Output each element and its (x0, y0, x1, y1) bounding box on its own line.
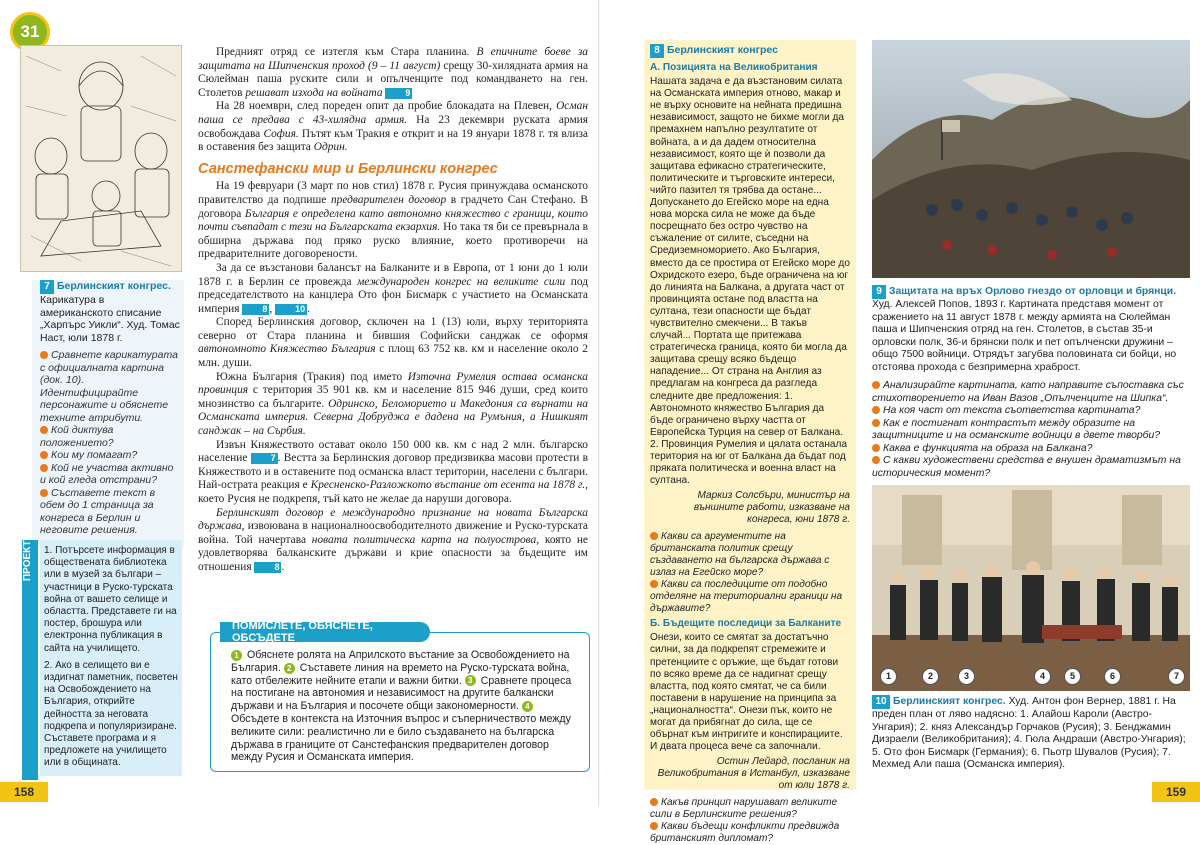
paragraph (198, 100, 588, 154)
document-8 (644, 40, 856, 844)
congress-painting (872, 485, 1190, 691)
caption-10 (872, 695, 1190, 772)
question: Кой не участва активно и кой гледа отстрани? (40, 461, 174, 486)
caption-number: 10 (872, 695, 890, 709)
text-run-italic: решават изхода на войната (245, 86, 383, 99)
text-run: За да се възстанови балансът на Балканите и в Европа, от 1 юни до 1 юли 1878 г. в Берлин се провежда (198, 261, 588, 288)
text-run: На 28 ноември, след пореден опит да пробие блокадата на Плевен, (216, 100, 552, 113)
document-title: Берлинският конгрес (667, 44, 778, 56)
task-text: Сравнете процеса на постигане на автономия и независимост на другите балкански държави и на България и посочете общи закономерности. (231, 674, 572, 713)
cartoon-drawing (21, 46, 181, 271)
figure-ref[interactable]: 8 (254, 562, 281, 573)
caption-9 (872, 285, 1190, 480)
question: Каква е функцията на образа на Балкана? (883, 442, 1093, 454)
text-run-italic: Източна Румелия остава османска провинция (198, 370, 588, 397)
question: Кой диктува положението? (40, 424, 114, 449)
marker: 4 (1034, 668, 1051, 685)
text-run: Южна България (Тракия) под името (216, 370, 403, 383)
text-run: в градчето Сан Стефано. В договора (198, 193, 589, 220)
text-run-italic: автономното Княжество България (198, 343, 376, 356)
text-run-italic: Одринско, Беломорието и Македония са върнати на Османската империя. Северна Добруджа е дадена на Румъния, а Нишкият санджак – на Сърбия. (198, 397, 588, 438)
text-run: Според Берлинския договор, сключен на 1 (13) юли, върху територията северно от Стара планина и бившия Софийски санджак се оформя (198, 316, 588, 342)
text-run: Пътят към Тракия е открит и на 19 януари 1878 г. тя влиза в оставения без защита (198, 127, 588, 154)
question-bullet-icon (872, 381, 880, 389)
document-text-a: Нашата задача е да възстановим силата на Османската империя отново, макар и не върху основите на нейната предишна независимост, защото не бихме могли да премахнем напълно резултатите от войната, а и да дадем относителна независимост, която ще ѝ позволи да защитава ефикасно стратегическите, политическите и търговските интереси, чийто пазител тя трябва да остане... Допускането до Егейско море на една нова морска сила не може да бъде посрещнато без остро чувство на съжаление от силите, съседни на Средиземноморието. Ако България, вместо да се простира от Егейско море до Охридското езеро, бъде ограничена на юг до линията на Балкана, а другата част от провинцията остане под властта на султана, тези опасности ще бъдат чувствително смекчени... В такъв случай... Портата ще притежава стратегическа граница, която би могла да защитава срещу всяко бъдещо нападение... От страна на Англия аз предлагам на конгреса да разгледа следните две предложения: 1. Автономното княжество България да бъде ограничено върху частта от Европейска Турция на север от Балкана. 2. Провинция Румелия и цялата останала територия на юг от Балкана да бъдат под пряката политическа и военна власт на султана. (650, 76, 850, 487)
caption-title: Берлинският конгрес. (57, 280, 171, 292)
question: Съставете текст в обем до 1 страница за конгреса в Берлин и неговите решения. (40, 486, 156, 536)
question: Какви са аргументите на британската политик срещу създаването на българска държава с излаз на Егейско море? (650, 530, 830, 578)
question: На коя част от текста съответства картината? (883, 405, 1141, 416)
figure-ref[interactable]: 9 (385, 88, 412, 99)
question-bullet-icon (872, 406, 880, 414)
document-signature-b: Остин Лейард, посланик на Великобритания в Истанбул, изказване от юли 1878 г. (657, 756, 850, 792)
text-run-italic: Осман паша се предава с 43-хилядна армия. (198, 100, 588, 126)
text-run-italic: В епичните боеве за защитата на Шипченския проход (9 – 11 август) (198, 46, 588, 72)
left-sidebar (0, 0, 188, 807)
document-text-b: Онези, които се смятат за достатъчно силни, за да подкрепят стремежите и претенциите с оръжие, ще бъдат готови по всяко време да се надигнат срещу властта, под която смятат, че са били поставени в нарушение на принципа за „националността“. Онези пък, които не могат да прибягнат до сила, ще се обърнат към интригите и конспирациите. И двата процеса вече са започнали. (650, 632, 843, 753)
marker: 1 (880, 668, 897, 685)
document-heading (650, 44, 850, 58)
project-item: 1. Потърсете информация в обществената библиотека или в музей за българи – участници в Руско-турската война от вашето селище и областта. Представете ги на постер, брошура или електронна публикация в сайта на училището. (44, 545, 177, 654)
text-run-italic: Кресненско-Разложкото въстание от есента на 1878 г., (310, 479, 588, 492)
page-number: 158 (0, 782, 48, 802)
think-box (210, 622, 590, 777)
paragraph: Извън Княжеството остават около 150 000 кв. км с над 2 млн. българско население 7 . Вестта за Берлинския договор предизвиква масови протести в Княжеството и в оставените под османска власт територии, населени с българи. Най-острата реакция е Кресненско-Разложкото въстание от есента на 1878 г., което Русия не подкрепя, тъй като не желае да наруши договора. (198, 438, 588, 505)
question-bullet-icon (872, 419, 880, 427)
text-run-italic: Одрин. (313, 141, 348, 154)
text-run: което Русия не подкрепя, тъй като не желае да наруши договора. (198, 493, 512, 505)
subheading-b: Б. Бъдещите последици за Балканите (650, 618, 842, 630)
caption-title: Защитата на връх Орлово гнездо от орловци и брянци. (889, 286, 1177, 297)
subheading-a: А. Позицията на Великобритания (650, 62, 818, 73)
figure-ref[interactable]: 7 (251, 453, 278, 464)
caption-questions (872, 380, 1190, 480)
task-number-icon: 4 (522, 701, 533, 712)
question-bullet-icon (650, 822, 658, 830)
project-tab: ПРОЕКТ (22, 540, 38, 780)
text-run-italic: България е определена като автономно княжество с граници, които почти съвпадат с тези на Българската екзархия. (198, 207, 588, 234)
paragraph: За да се възстанови балансът на Балканите и в Европа, от 1 юни до 1 юли 1878 г. в Берлин се провежда международен конгрес на великите сили под председателството на канцлера Ото фон Бисмарк с участието на Османската империя 8 , 10 . (198, 261, 588, 315)
question-bullet-icon (650, 532, 658, 540)
question-bullet-icon (40, 489, 48, 497)
question-bullet-icon (40, 351, 48, 359)
text-run: с територия 35 901 кв. км и население 815 946 души, сред които мнозинство са българите. (198, 384, 588, 410)
question-bullet-icon (650, 580, 658, 588)
paragraph: Берлинският договор е международно признание на новата Българска държава, извоювана в националноосвободителното движение и Руско-турската война. Той начертава новата политическа карта на полуострова, която не удовлетворява балканските държави и крие опасности за бъдещите им отношения 8 . (198, 506, 588, 573)
figure-ref[interactable]: 10 (275, 304, 307, 315)
left-page (0, 0, 600, 807)
task-text: Обяснете ролята на Априлското въстание за Освобождението на България. (231, 649, 570, 674)
text-run-italic: София. (263, 127, 299, 140)
question-bullet-icon (40, 451, 48, 459)
text-run: с площ 63 752 кв. км и население около 2 млн. души. (198, 343, 588, 370)
caption-text: Худ. Антон фон Вернер, 1881 г. На преден план от ляво надясно: 1. Алайош Кароли (Австро-Унгария); 2. княз Александър Горчаков (Русия); 3. Бенджамин Дизраели (Великобритания); 4. Гюла Андраши (Австро-Унгария); 5. Ото фон Бисмарк (Германия); 6. Пьотр Шувалов (Русия); 7. Мехмед Али паша (Османска империя). (872, 696, 1186, 770)
caption-number: 9 (872, 285, 886, 299)
caption-7 (40, 280, 180, 537)
caption-text: Худ. Алексей Попов, 1893 г. Картината представя момент от сражението на 11 август 1878 г. между армията на Сюлейман паша и Шипченския отряд на ген. Столетов, в състав 35-и орловски полк, 36-и брянски полк и пет опълченски дружини – общо 7500 войници. Отрядът загубва половината си бойци, но отстоява прохода с безпримерна храброст. (872, 299, 1177, 373)
text-run: Но така тя би се превърнала в обширна държава под пряко руско влияние, което противоречи на предварителните договорености. (198, 221, 588, 261)
question: Кои му помагат? (51, 449, 138, 461)
think-box-frame (210, 632, 590, 772)
caption-text: Карикатура в американското списание „Харпърс Уикли“. Худ. Томас Наст, юли 1878 г. (40, 294, 180, 344)
caption-questions (40, 349, 180, 537)
marker: 7 (1168, 668, 1185, 685)
text-run: под председателството на канцлера Ото фон Бисмарк с участието на Османската империя (198, 275, 588, 315)
text-run-italic: новата политическа карта на полуострова, (311, 533, 540, 546)
question-bullet-icon (40, 464, 48, 472)
document-questions-a (650, 531, 850, 616)
project-body (40, 540, 182, 776)
question: Какъв принцип нарушават великите сили в Берлинските решения? (650, 796, 838, 820)
task-number-icon: 3 (465, 675, 476, 686)
question: С какви художествени средства е внушен драматизмът на историческия момент? (872, 455, 1181, 479)
text-run: Извън Княжеството остават около 150 000 кв. км с над 2 млн. българско население (198, 438, 588, 465)
text-run: извоювана в националноосвободителното движение и Руско-турската война. Той начертава (198, 520, 588, 546)
painting-shipka (872, 40, 1190, 278)
marker: 6 (1104, 668, 1121, 685)
question-bullet-icon (872, 456, 880, 464)
question-bullet-icon (40, 426, 48, 434)
painting-berlin-congress (872, 485, 1190, 691)
marker: 2 (922, 668, 939, 685)
paragraph (198, 371, 588, 439)
task-number-icon: 2 (284, 663, 295, 674)
text-run-italic: Берлинският договор е международно признание на новата Българска държава, (198, 506, 588, 533)
marker: 3 (958, 668, 975, 685)
task-text: Съставете линия на времето на Руско-турската война, като отбележите нейните етапи и важни битки. (231, 661, 570, 687)
question: Какви бъдещи конфликти предвижда британският дипломат? (650, 820, 840, 844)
paragraph (198, 180, 588, 262)
question: Сравнете карикатурата с официалната картина (док. 10). Идентифицирайте персонажите и обяснете техните атрибути. (40, 349, 178, 424)
document-number: 8 (650, 44, 664, 58)
question-bullet-icon (872, 444, 880, 452)
text-run: която не удовлетворява балканските държави и крие опасности за бъдещите им отношения (198, 533, 588, 573)
project-box (22, 540, 182, 780)
main-text (198, 46, 588, 575)
text-run: На 23 декември руската армия освобождава (198, 113, 588, 140)
project-item: 2. Ако в селището ви е издигнат паметник, посветен на Освобождението на България, открийте дейността за неговата подкрепа и популяризиране. Съставете програма и я предложете на училището или в общината. (44, 659, 178, 769)
text-run-italic: предварителен договор (330, 193, 447, 206)
document-questions-b (650, 797, 850, 845)
text-run: Предният отряд се изтегля към Стара планина. (216, 46, 470, 58)
question: Какви са последиците от подобно отделяне на териториални граници на държавите? (650, 578, 843, 615)
figure-ref[interactable]: 8 (242, 304, 269, 315)
question-bullet-icon (650, 798, 658, 806)
caption-number: 7 (40, 280, 54, 294)
text-run: Вестта за Берлинския договор предизвиква масови протести в Княжеството и в оставените под османска власт територии, населени с българи. Най-острата реакция е (198, 452, 588, 492)
lesson-number-badge: 31 (10, 12, 50, 52)
think-box-title: ПОМИСЛЕТЕ, ОБЯСНЕТЕ, ОБСЪДЕТЕ (220, 622, 430, 642)
right-page (600, 0, 1200, 844)
battle-painting (872, 40, 1190, 278)
text-run-italic: международен конгрес на великите сили (357, 275, 566, 288)
task-number-icon: 1 (231, 650, 242, 661)
text-run: На 19 февруари (3 март по нов стил) 1878 г. Русия принуждава османското правителство да подпише (198, 180, 588, 206)
task-text: Обсъдете в контекста на Източния въпрос и съперничеството между великите сили: реалистично ли е било създаването на българска държава в границите от Санстефанския предварителен договор между Русия и Османската империя. (231, 712, 571, 764)
text-run: срещу 30-хилядната армия на Сюлейман паша руските сили и опълченците под командването на ген. Столетов (198, 59, 589, 99)
paragraph (198, 316, 588, 370)
cartoon-illustration (20, 45, 182, 272)
document-signature-a: Маркиз Солсбъри, министър на външните работи, изказване на конгреса, юни 1878 г. (693, 490, 850, 526)
paragraph (198, 46, 588, 100)
question: Как е постигнат контрастът между образите на защитниците и на османските войници в двете творби? (872, 417, 1161, 441)
caption-title: Берлинският конгрес. (893, 696, 1006, 707)
question: Анализирайте картината, като направите съпоставка със стихотворението на Иван Вазов „Опълченците на Шипка“. (872, 380, 1184, 404)
page-number: 159 (1152, 782, 1200, 802)
section-heading: Санстефански мир и Берлински конгрес (198, 160, 498, 177)
marker: 5 (1064, 668, 1081, 685)
painting-markers (872, 667, 1190, 685)
